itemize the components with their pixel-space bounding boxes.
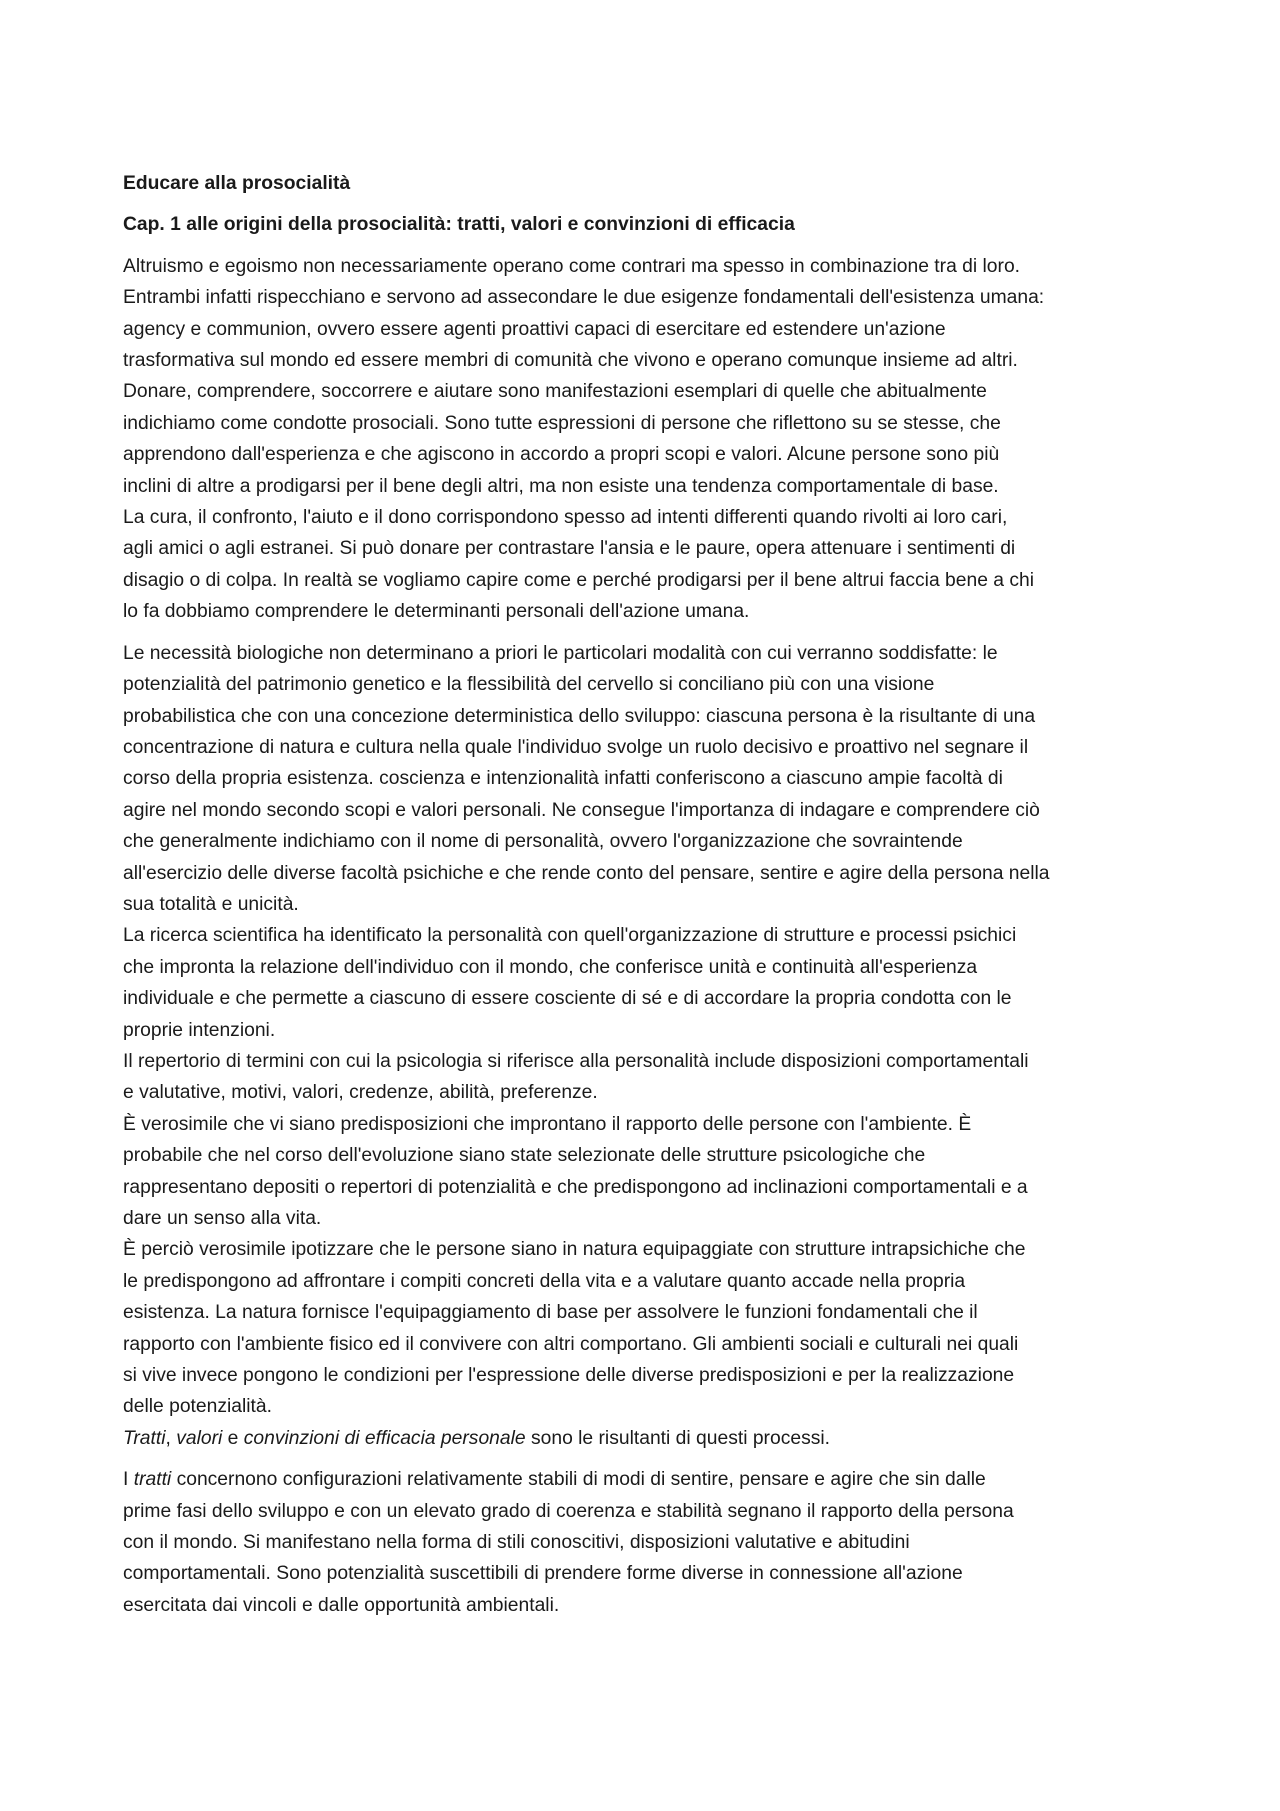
italic-term: valori <box>176 1427 223 1449</box>
text-line: disagio o di colpa. In realtà se vogliamo capire come e perché prodigarsi per il bene altrui faccia bene a chi <box>123 569 1035 591</box>
text-line: all'esercizio delle diverse facoltà psichiche e che rende conto del pensare, sentire e agire della persona nella <box>123 862 1050 884</box>
document-title: Educare alla prosocialità <box>123 173 351 194</box>
italic-term: convinzioni di efficacia personale <box>243 1427 526 1449</box>
text-line: si vive invece pongono le condizioni per l'espressione delle diverse predisposizioni e per la realizzazione <box>123 1365 1015 1387</box>
italic-term: Tratti <box>123 1427 166 1449</box>
text-line: È verosimile che vi siano predisposizioni che improntano il rapporto delle persone con l'ambiente. È <box>123 1113 972 1135</box>
sentence-text: sono le risultanti di questi processi. <box>525 1427 830 1449</box>
text-line: comportamentali. Sono potenzialità suscettibili di prendere forme diverse in connessione all'azione <box>123 1563 963 1585</box>
chapter-heading: Cap. 1 alle origini della prosocialità: tratti, valori e convinzioni di efficacia <box>123 214 795 236</box>
paragraph-1 <box>123 251 1175 628</box>
text-line: rapporto con l'ambiente fisico ed il convivere con altri comportano. Gli ambienti sociali e culturali nei quali <box>123 1333 1019 1355</box>
text-line: agency e communion, ovvero essere agenti proattivi capaci di esercitare ed estendere un'azione <box>123 318 946 340</box>
sentence-text: concernono configurazioni relativamente stabili di modi di sentire, pensare e agire che sin dalle <box>171 1469 986 1491</box>
text-line: probabilistica che con una concezione deterministica dello sviluppo: ciascuna persona è la risultante di una <box>123 705 1036 727</box>
text-line: inclini di altre a prodigarsi per il bene degli altri, ma non esiste una tendenza comportamentale di base. <box>123 475 999 497</box>
italic-term: tratti <box>133 1469 172 1491</box>
text-line: lo fa dobbiamo comprendere le determinanti personali dell'azione umana. <box>123 601 750 623</box>
text-line: potenzialità del patrimonio genetico e la flessibilità del cervello si conciliano più con una visione <box>123 674 935 696</box>
paragraph-3 <box>123 1464 1175 1621</box>
text-line: La cura, il confronto, l'aiuto e il dono corrispondono spesso ad intenti differenti quando rivolti ai loro cari, <box>123 507 1008 529</box>
text-line: Il repertorio di termini con cui la psicologia si riferisce alla personalità include disposizioni comportamentali <box>123 1050 1029 1072</box>
text-line: con il mondo. Si manifestano nella forma di stili conoscitivi, disposizioni valutative e abitudini <box>123 1532 910 1554</box>
text-line: sua totalità e unicità. <box>123 893 299 915</box>
text-line: Entrambi infatti rispecchiano e servono ad assecondare le due esigenze fondamentali dell'esistenza umana: <box>123 287 1045 309</box>
text-line: trasformativa sul mondo ed essere membri di comunità che vivono e operano comunque insieme ad altri. <box>123 350 1018 372</box>
text-line: che impronta la relazione dell'individuo con il mondo, che conferisce unità e continuità all'esperienza <box>123 956 978 978</box>
text-line: proprie intenzioni. <box>123 1019 276 1041</box>
text-line: Altruismo e egoismo non necessariamente operano come contrari ma spesso in combinazione tra di loro. <box>123 255 1021 277</box>
separator-text: , <box>165 1427 177 1449</box>
text-line: individuale e che permette a ciascuno di essere cosciente di sé e di accordare la propria condotta con le <box>123 988 1012 1010</box>
text-line: È perciò verosimile ipotizzare che le persone siano in natura equipaggiate con strutture intrapsichiche che <box>123 1239 1026 1261</box>
text-line: e valutative, motivi, valori, credenze, abilità, preferenze. <box>123 1082 598 1104</box>
text-line: apprendono dall'esperienza e che agiscono in accordo a propri scopi e valori. Alcune persone sono più <box>123 444 1000 466</box>
text-line: dare un senso alla vita. <box>123 1208 322 1229</box>
text-line: indichiamo come condotte prosociali. Sono tutte espressioni di persone che riflettono su se stesse, che <box>123 412 1001 434</box>
paragraph-2 <box>123 638 1175 1455</box>
text-line: le predispongono ad affrontare i compiti concreti della vita e a valutare quanto accade nella propria <box>123 1270 966 1292</box>
text-line: Donare, comprendere, soccorrere e aiutare sono manifestazioni esemplari di quelle che abitualmente <box>123 381 987 403</box>
text-line: rappresentano depositi o repertori di potenzialità e che predispongono ad inclinazioni comportamentali e a <box>123 1176 1028 1198</box>
text-line: probabile che nel corso dell'evoluzione siano state selezionate delle strutture psicologiche che <box>123 1145 926 1167</box>
text-line: Le necessità biologiche non determinano a priori le particolari modalità con cui verranno soddisfatte: le <box>123 642 998 664</box>
text-line: esistenza. La natura fornisce l'equipaggiamento di base per assolvere le funzioni fondamentali che il <box>123 1302 978 1324</box>
text-line-mixed <box>123 1423 1175 1454</box>
separator-text: e <box>222 1427 244 1449</box>
text-line: agli amici o agli estranei. Si può donare per contrastare l'ansia e le paure, opera attenuare i sentimenti di <box>123 538 1016 560</box>
text-line: agire nel mondo secondo scopi e valori personali. Ne consegue l'importanza di indagare e comprendere ciò <box>123 799 1040 821</box>
text-line: La ricerca scientifica ha identificato la personalità con quell'organizzazione di strutture e processi psichici <box>123 925 1017 947</box>
text-line: concentrazione di natura e cultura nella quale l'individuo svolge un ruolo decisivo e proattivo nel segnare il <box>123 736 1029 758</box>
text-line: che generalmente indichiamo con il nome di personalità, ovvero l'organizzazione che sovraintende <box>123 831 963 853</box>
text-line: prime fasi dello sviluppo e con un elevato grado di coerenza e stabilità segnano il rapporto della persona <box>123 1500 1014 1522</box>
text-line: delle potenzialità. <box>123 1396 272 1418</box>
text-line: corso della propria esistenza. coscienza e intenzionalità infatti conferiscono a ciascuno ampie facoltà di <box>123 768 1003 790</box>
text-line: esercitata dai vincoli e dalle opportunità ambientali. <box>123 1594 560 1616</box>
sentence-lead: I <box>123 1469 134 1491</box>
document-body <box>123 168 1175 1631</box>
text-line-mixed <box>123 1464 1175 1495</box>
